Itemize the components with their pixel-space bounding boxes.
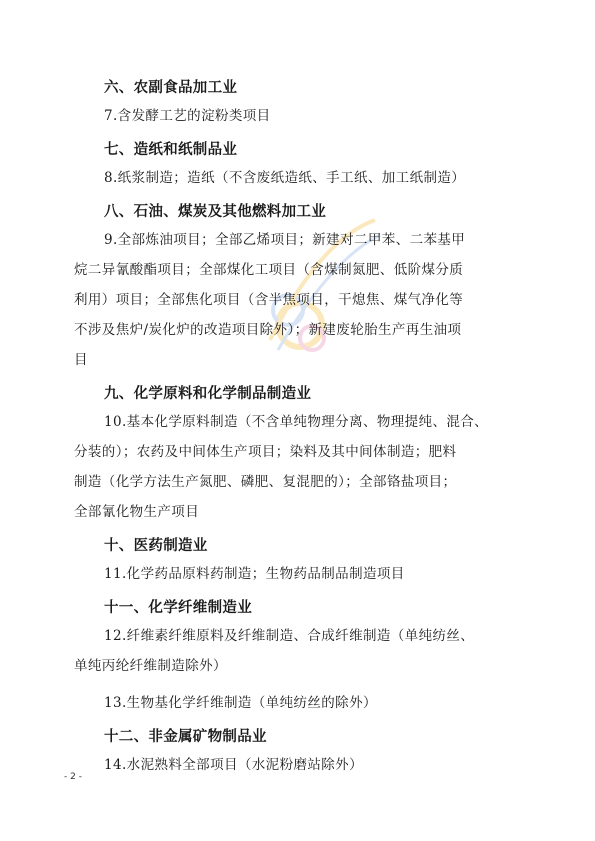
page-number: - 2 - <box>64 772 82 782</box>
section-heading-chemicals: 九、化学原料和化学制品制造业 <box>104 386 312 402</box>
section-heading-petroleum-coal: 八、石油、煤炭及其他燃料加工业 <box>104 204 326 220</box>
item-7 <box>0 101 574 131</box>
item-11 <box>0 559 574 589</box>
item-9-line-5: 目 <box>74 352 88 368</box>
document-body <box>0 76 595 787</box>
item-7-line: 7.含发酵工艺的淀粉类项目 <box>104 108 271 124</box>
section-heading-pharma: 十、医药制造业 <box>104 538 208 554</box>
item-12-line-1: 12.纤维素纤维原料及纤维制造、合成纤维制造（单纯纺丝、 <box>104 628 475 644</box>
item-13 <box>0 688 574 718</box>
section-heading-nonmetal-minerals: 十二、非金属矿物制品业 <box>104 729 267 745</box>
item-10-line-4: 全部氰化物生产项目 <box>74 504 200 520</box>
item-8-line: 8.纸浆制造；造纸（不含废纸造纸、手工纸、加工纸制造） <box>104 170 466 186</box>
item-13-line: 13.生物基化学纤维制造（单纯纺丝的除外） <box>104 695 377 711</box>
item-10-line-3: 制造（化学方法生产氮肥、磷肥、复混肥的）；全部铬盐项目； <box>74 474 457 490</box>
item-10-line-2: 分装的）；农药及中间体生产项目；染料及其中间体制造；肥料 <box>74 444 457 460</box>
item-10 <box>0 407 544 527</box>
item-10-line-1: 10.基本化学原料制造（不含单纯物理分离、物理提纯、混合、 <box>104 414 489 430</box>
item-9-line-2: 烷二异氰酸酯项目；全部煤化工项目（含煤制氮肥、低阶煤分质 <box>74 262 464 278</box>
section-heading-paper: 七、造纸和纸制品业 <box>104 142 238 158</box>
item-12 <box>0 621 544 681</box>
item-9-line-4: 不涉及焦炉/炭化炉的改造项目除外）；新建废轮胎生产再生油项 <box>74 322 462 338</box>
item-8 <box>0 163 574 193</box>
item-11-line: 11.化学药品原料药制造；生物药品制品制造项目 <box>104 566 405 582</box>
item-14-line: 14.水泥熟料全部项目（水泥粉磨站除外） <box>104 757 363 773</box>
section-heading-chemical-fiber: 十一、化学纤维制造业 <box>104 600 252 616</box>
section-heading-agri-food: 六、农副食品加工业 <box>104 80 238 96</box>
item-9-line-3: 利用）项目；全部焦化项目（含半焦项目，干熄焦、煤气净化等 <box>74 292 464 308</box>
item-12-line-2: 单纯丙纶纤维制造除外） <box>74 658 227 674</box>
item-9-line-1: 9.全部炼油项目；全部乙烯项目；新建对二甲苯、二苯基甲 <box>104 232 466 248</box>
item-14 <box>0 750 574 780</box>
item-9 <box>0 225 544 375</box>
